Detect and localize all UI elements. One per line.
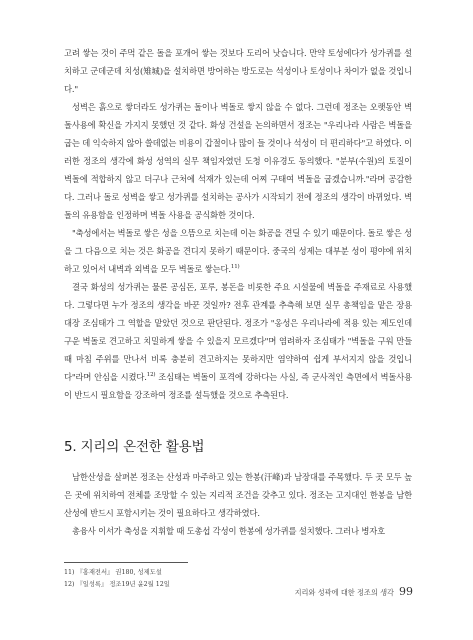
paragraph-1: 고려 쌓는 것이 주먹 같은 돌을 포개어 쌓는 것보다 도리어 낫습니다. 만약 토성에다가 성가퀴를 설치하고 군데군데 치성(雉城)을 설치하면 방어하는 방도로는 석성이나 토성이나 차이가 없을 것입니다.": [64, 48, 412, 94]
body-text-bottom: [64, 468, 412, 540]
page-footer: [295, 585, 413, 598]
paragraph-4-text: 결국 화성의 성가퀴는 물론 공심돈, 포루, 봉돈을 비롯한 주요 시설물에 벽돌을 주재료로 사용했다. 그렇다면 누가 정조의 생각을 바꾼 것일까? 전후 관계를 추측해 보면 실무 총책임을 맡은 장용대장 조심태가 그 역할을 맡았던 것으로 판단된다. 정조가 "옹성은 우리나라에 적용 있는 제도인데 구운 벽돌로 견고하고 치밀하게 쌓을 수 있을지 모르겠다"며 염려하자 조심태가 "벽돌을 구워 만들 때 마침 주위를 만나서 비록 충분히 견고하지는 못하지만 염약하여 쉽게 부서지지 않을 것입니다"라며 안심을 시켰다.: [64, 282, 412, 382]
footnote-ref-12[interactable]: 12): [146, 372, 156, 379]
footnote-12: 12) 『일성록』 정조19년 윤2월 12일: [64, 581, 170, 588]
page-number: 99: [399, 585, 413, 598]
body-text-top: [64, 44, 412, 404]
paragraph-4: [64, 278, 412, 404]
paragraph-2: 성벽은 흙으로 쌓더라도 성가퀴는 돌이나 벽돌로 쌓지 않을 수 없다. 그런데 정조는 오랫동안 벽돌사용에 확신을 가지지 못했던 것 같다. 화성 건설을 논의하면서 정조는 "우리나라 사람은 벽돌을 굽는 데 익숙하지 않아 쓸데없는 비용이 갑절이나 많이 들 것이나 석성이 더 편리하다"고 하였다. 이러한 정조의 생각에 화성 성역의 실무 책임자였던 도청 이유경도 동의했다. "분부(수원)의 토질이 벽돌에 적합하지 않고 더구나 근처에 석재가 있는데 어찌 구태여 벽돌을 굽겠습니까."라며 공감한다. 그러나 돌로 성벽을 쌓고 성가퀴를 설치하는 공사가 시작되기 전에 정조의 생각이 바뀌었다. 벽돌의 유용함을 인정하며 벽돌 사용을 공식화한 것이다.: [64, 102, 412, 220]
footnote-11: 11) 『홍재전서』 권180, 성제도설: [64, 569, 162, 576]
running-title: 지리와 성곽에 대한 정조의 생각: [294, 588, 394, 597]
footnote-divider: [64, 562, 188, 563]
section-heading: 5. 지리의 온전한 활용법: [64, 439, 205, 455]
paragraph-4-tail: 조심태는 벽돌이 포격에 강하다는 사실, 즉 군사적인 측면에서 벽돌사용이 반드시 필요함을 강조하여 정조를 설득했을 것으로 추측된다.: [64, 372, 412, 400]
paragraph-5: 남한산성을 살펴본 정조는 산성과 마주하고 있는 한봉(汗峰)과 남장대를 주목했다. 두 곳 모두 높은 곳에 위치하여 전체를 조망할 수 있는 지리적 조건을 갖추고 있다. 정조는 고지대인 한봉을 남한산성에 반드시 포함시키는 것이 필요하다고 생각하였다.: [64, 472, 412, 518]
paragraph-6: 총융사 이서가 축성을 지휘할 때 도총섭 각성이 한봉에 성가퀴를 설치했다. 그러나 병자호: [72, 526, 385, 536]
paragraph-3: [64, 224, 412, 278]
paragraph-3-text: "축성에서는 벽돌로 쌓은 성을 으뜸으로 치는데 이는 화공을 견딜 수 있기 때문이다. 돌로 쌓은 성을 그 다음으로 치는 것은 화공을 견디지 못하기 때문이다. 중국의 성제는 대부분 성이 평야에 위치하고 있어서 내벽과 외벽을 모두 벽돌로 쌓는다.: [64, 228, 412, 274]
footnote-ref-11[interactable]: 11): [230, 264, 240, 271]
